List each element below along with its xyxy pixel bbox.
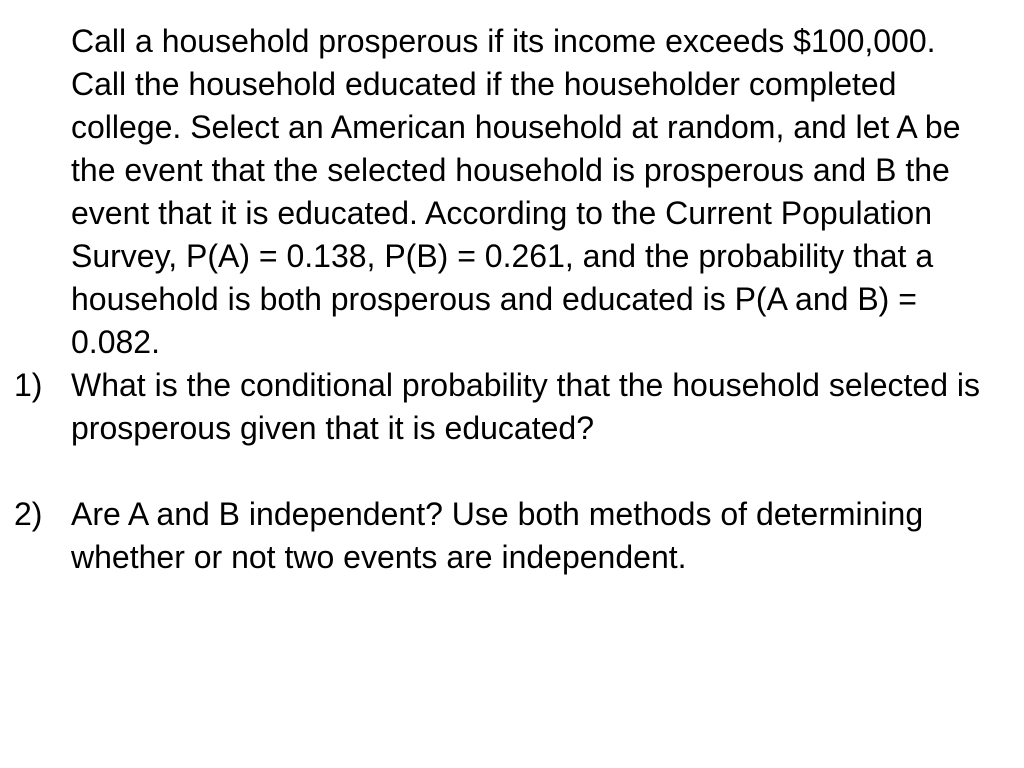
question-1-text: What is the conditional probability that the household selected is prosperous given that it is educated?	[71, 367, 980, 446]
question-1	[14, 364, 1000, 450]
problem-statement: Call a household prosperous if its income exceeds $100,000. Call the household educated if the householder completed college. Select an American household at random, and let A be the event that the selected household is prosperous and B the event that it is educated. According to the Current Population Survey, P(A) = 0.138, P(B) = 0.261, and the probability that a household is both prosperous and educated is P(A and B) = 0.082.	[71, 23, 961, 360]
question-1-number: 1)	[14, 367, 43, 403]
question-2-number: 2)	[14, 496, 43, 532]
question-2	[14, 493, 1000, 579]
question-2-text: Are A and B independent? Use both methods of determining whether or not two events are independent.	[71, 496, 924, 575]
